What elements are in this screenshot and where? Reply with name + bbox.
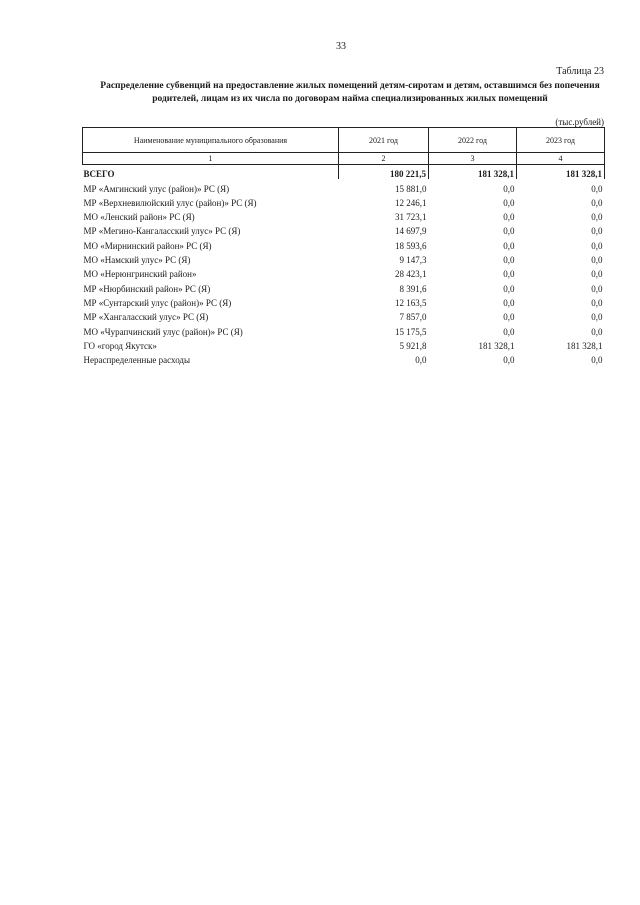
table-row — [83, 322, 605, 336]
municipality-cell: ГО «город Якутск» — [83, 340, 157, 351]
header-2022: 2022 год — [429, 128, 517, 153]
column-number-4: 4 — [517, 153, 605, 165]
value-2021-cell: 15 881,0 — [395, 183, 427, 194]
table-row — [83, 194, 605, 208]
table-row — [83, 265, 605, 279]
column-number-1: 1 — [83, 153, 339, 165]
value-2023-cell: 0,0 — [591, 183, 603, 194]
value-2021-cell: 12 163,5 — [395, 297, 427, 308]
header-2021: 2021 год — [339, 128, 429, 153]
municipality-cell: МР «Верхневилюйский улус (район)» РС (Я) — [83, 197, 257, 208]
table-row — [83, 279, 605, 293]
value-2022-cell: 181 328,1 — [478, 340, 515, 351]
value-2023-cell: 0,0 — [591, 283, 603, 294]
document-title — [90, 80, 610, 106]
municipality-cell: МР «Амгинский улус (район)» РС (Я) — [83, 183, 230, 194]
table-row — [83, 337, 605, 351]
municipality-cell: МР «Хангаласский улус» РС (Я) — [83, 312, 209, 323]
header-2023: 2023 год — [517, 128, 605, 153]
value-2023-cell: 0,0 — [591, 197, 603, 208]
page-number: 33 — [336, 41, 346, 52]
municipality-cell: МО «Ленский район» РС (Я) — [83, 212, 195, 223]
municipality-cell: МР «Сунтарский улус (район)» РС (Я) — [83, 297, 232, 308]
value-2022-cell: 0,0 — [503, 255, 515, 266]
value-2023-cell: 0,0 — [591, 212, 603, 223]
table-row — [83, 208, 605, 222]
column-number-row — [83, 153, 605, 165]
table-row — [83, 294, 605, 308]
municipality-cell: МО «Мирнинский район» РС (Я) — [83, 240, 212, 251]
table-row — [83, 251, 605, 265]
value-2022-cell: 0,0 — [503, 355, 515, 366]
value-2022-cell: 0,0 — [503, 183, 515, 194]
table-row — [83, 179, 605, 193]
column-number-2: 2 — [339, 153, 429, 165]
value-2023-cell: 0,0 — [591, 355, 603, 366]
table-row — [83, 351, 605, 365]
units-label: (тыс.рублей) — [555, 117, 604, 127]
column-number-3: 3 — [429, 153, 517, 165]
value-2022-cell: 0,0 — [503, 312, 515, 323]
header-row — [83, 128, 605, 153]
value-2022-cell: 0,0 — [503, 197, 515, 208]
value-2021-cell: 12 246,1 — [395, 197, 427, 208]
value-2022-cell: 181 328,1 — [429, 165, 517, 180]
title-line-2: родителей, лицам из их числа по договорам найма специализированных жилых помещений — [152, 94, 548, 104]
value-2021-cell: 28 423,1 — [395, 269, 427, 280]
value-2023-cell: 0,0 — [591, 269, 603, 280]
value-2021-cell: 5 921,8 — [399, 340, 427, 351]
table-row — [83, 308, 605, 322]
municipality-cell: МР «Нюрбинский район» РС (Я) — [83, 283, 211, 294]
value-2023-cell: 0,0 — [591, 226, 603, 237]
value-2023-cell: 0,0 — [591, 312, 603, 323]
subvention-table — [82, 127, 605, 365]
value-2021-cell: 7 857,0 — [399, 312, 427, 323]
municipality-cell: МО «Нерюнгринский район» — [83, 269, 197, 280]
title-line-1: Распределение субвенций на предоставление жилых помещений детям-сиротам и детям, оставшимся без попечения — [100, 81, 600, 91]
value-2021-cell: 8 391,6 — [399, 283, 427, 294]
table-row — [83, 236, 605, 250]
value-2021-cell: 0,0 — [415, 355, 427, 366]
value-2023-cell: 181 328,1 — [517, 165, 605, 180]
value-2021-cell: 14 697,9 — [395, 226, 427, 237]
value-2022-cell: 0,0 — [503, 226, 515, 237]
value-2022-cell: 0,0 — [503, 240, 515, 251]
value-2021-cell: 18 593,6 — [395, 240, 427, 251]
municipality-cell: ВСЕГО — [83, 165, 339, 180]
value-2022-cell: 0,0 — [503, 326, 515, 337]
header-municipality: Наименование муниципального образования — [83, 128, 339, 153]
value-2023-cell: 0,0 — [591, 297, 603, 308]
table-label: Таблица 23 — [556, 66, 604, 77]
value-2022-cell: 0,0 — [503, 297, 515, 308]
value-2023-cell: 0,0 — [591, 255, 603, 266]
municipality-cell: МР «Мегино-Кангаласский улус» РС (Я) — [83, 226, 241, 237]
municipality-cell: МО «Намский улус» РС (Я) — [83, 255, 191, 266]
value-2021-cell: 9 147,3 — [399, 255, 427, 266]
table-row-total — [83, 165, 605, 180]
value-2021-cell: 180 221,5 — [339, 165, 429, 180]
value-2021-cell: 15 175,5 — [395, 326, 427, 337]
value-2022-cell: 0,0 — [503, 283, 515, 294]
municipality-cell: МО «Чурапчинский улус (район)» РС (Я) — [83, 326, 243, 337]
value-2023-cell: 181 328,1 — [566, 340, 603, 351]
value-2023-cell: 0,0 — [591, 240, 603, 251]
table-header — [83, 128, 605, 165]
table-body — [83, 165, 605, 366]
table-row — [83, 222, 605, 236]
value-2022-cell: 0,0 — [503, 269, 515, 280]
value-2022-cell: 0,0 — [503, 212, 515, 223]
municipality-cell: Нераспределенные расходы — [83, 355, 191, 366]
value-2021-cell: 31 723,1 — [395, 212, 427, 223]
value-2023-cell: 0,0 — [591, 326, 603, 337]
